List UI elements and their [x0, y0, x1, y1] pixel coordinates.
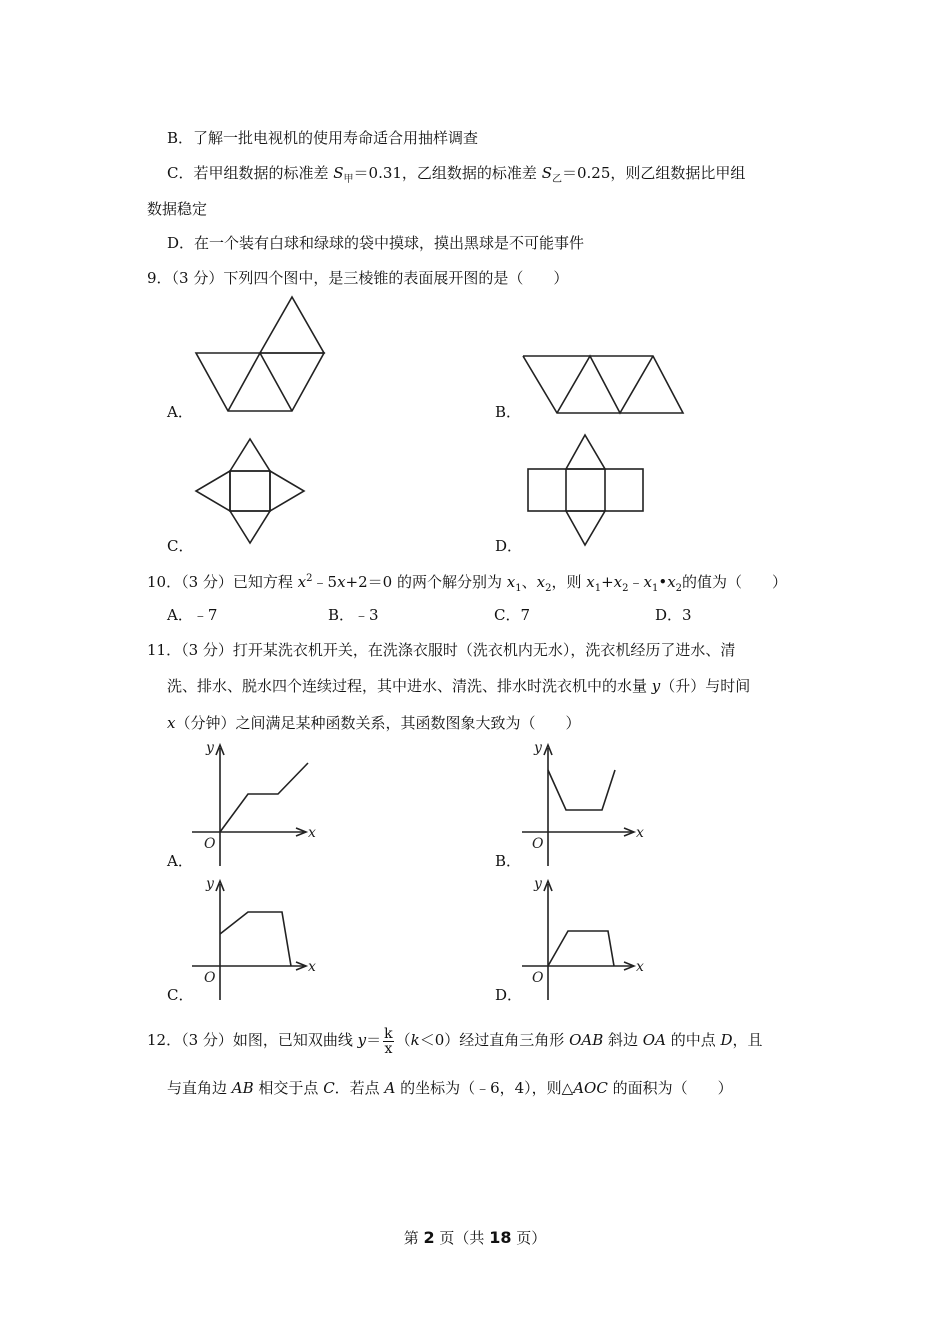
q9-a-top-triangle [260, 297, 324, 353]
q9-c-right-triangle [270, 471, 304, 511]
q10-stem: 10．（3 分）已知方程 $x^2﹣5x+2=0$ 的两个解分别为 $x_1$、$x_2$，则 $x_1+x_2﹣x_1•x_2$的值为（ ） [147, 573, 788, 594]
x-axis-label: x [308, 825, 316, 841]
origin-label: O [204, 836, 216, 852]
q10-option-a: A．﹣7 [167, 606, 218, 624]
q9-c-left-triangle [196, 471, 230, 511]
q11-option-a-label: A． [167, 852, 193, 870]
q9-b-inner-zigzag [557, 356, 653, 413]
q11-stem-line1: 11．（3 分）打开某洗衣机开关，在洗涤衣服时（洗衣机内无水），洗衣机经历了进水、清 [147, 641, 736, 659]
q11-option-b-label: B． [495, 852, 522, 870]
q11-graph-c [190, 872, 325, 1002]
origin-label: O [532, 836, 544, 852]
q11-c-curve [220, 912, 291, 966]
q9-d-top-triangle [566, 435, 605, 469]
q9-figure-a [192, 297, 332, 417]
q9-d-rectangle [528, 469, 643, 511]
q12-fraction: $\frac{k}{x}$ [384, 1025, 393, 1057]
q9-option-b-label: B． [495, 403, 522, 421]
q11-option-d-label: D． [495, 986, 523, 1004]
q10-option-c: C．7 [494, 606, 531, 624]
x-axis-label: x [636, 825, 644, 841]
q12-stem-line2: 与直角边 AB 相交于点 C．若点 A 的坐标为（﹣6，4），则△AOC 的面积为（ ） [167, 1079, 733, 1097]
q10-option-b: B．﹣3 [328, 606, 379, 624]
q9-option-d-label: D． [495, 537, 523, 555]
q11-stem-line3: x（分钟）之间满足某种函数关系，其函数图象大致为（ ） [167, 714, 581, 732]
y-axis-label: y [206, 740, 214, 756]
y-axis-label: y [534, 876, 542, 892]
q9-figure-c [192, 436, 308, 546]
q9-figure-d [524, 432, 648, 548]
q10-option-d: D．3 [655, 606, 692, 624]
q9-option-c-label: C． [167, 537, 194, 555]
x-axis-label: x [308, 959, 316, 975]
q11-option-c-label: C． [167, 986, 194, 1004]
q8-option-c-line2: 数据稳定 [147, 200, 208, 218]
q11-a-curve [220, 763, 308, 832]
origin-label: O [532, 970, 544, 986]
y-axis-label: y [534, 740, 542, 756]
page-total: 18 [489, 1228, 512, 1247]
q8-option-d: D．在一个装有白球和绿球的袋中摸球，摸出黑球是不可能事件 [167, 234, 585, 252]
q9-d-bottom-triangle [566, 511, 605, 545]
q9-figure-b [520, 353, 690, 417]
q12-stem-line1: 12．（3 分）如图，已知双曲线 y＝ $\frac{k}{x}$ （k＜0）经过直角三角形 OAB 斜边 OA 的中点 D，且 [147, 1025, 763, 1057]
q11-d-curve [548, 931, 614, 966]
page-footer: 第 2 页（共 18 页） [403, 1228, 547, 1247]
q9-c-top-triangle [230, 439, 270, 471]
page-number: 2 [423, 1228, 435, 1247]
x-axis-label: x [636, 959, 644, 975]
q11-graph-b [520, 738, 655, 868]
q11-b-curve [548, 770, 615, 810]
q11-graph-d [520, 872, 655, 1002]
q9-a-trapezoid [196, 353, 324, 411]
origin-label: O [204, 970, 216, 986]
q8-option-c-line1: C．若甲组数据的标准差 $S_甲=0.31$，乙组数据的标准差 $S_乙=0.25$，则乙组数据比甲组 [167, 164, 746, 185]
q9-c-bottom-triangle [230, 511, 270, 543]
q9-b-outline [523, 356, 683, 413]
q9-c-square [230, 471, 270, 511]
y-axis-label: y [206, 876, 214, 892]
q11-stem-line2: 洗、排水、脱水四个连续过程，其中进水、清洗、排水时洗衣机中的水量 y（升）与时间 [167, 677, 751, 695]
q11-graph-a [190, 738, 325, 868]
q8-option-b: B．了解一批电视机的使用寿命适合用抽样调查 [167, 129, 479, 147]
q9-stem: 9．（3 分）下列四个图中，是三棱锥的表面展开图的是（ ） [147, 269, 569, 287]
q9-option-a-label: A． [167, 403, 193, 421]
q9-a-inner-triangle [228, 353, 292, 411]
